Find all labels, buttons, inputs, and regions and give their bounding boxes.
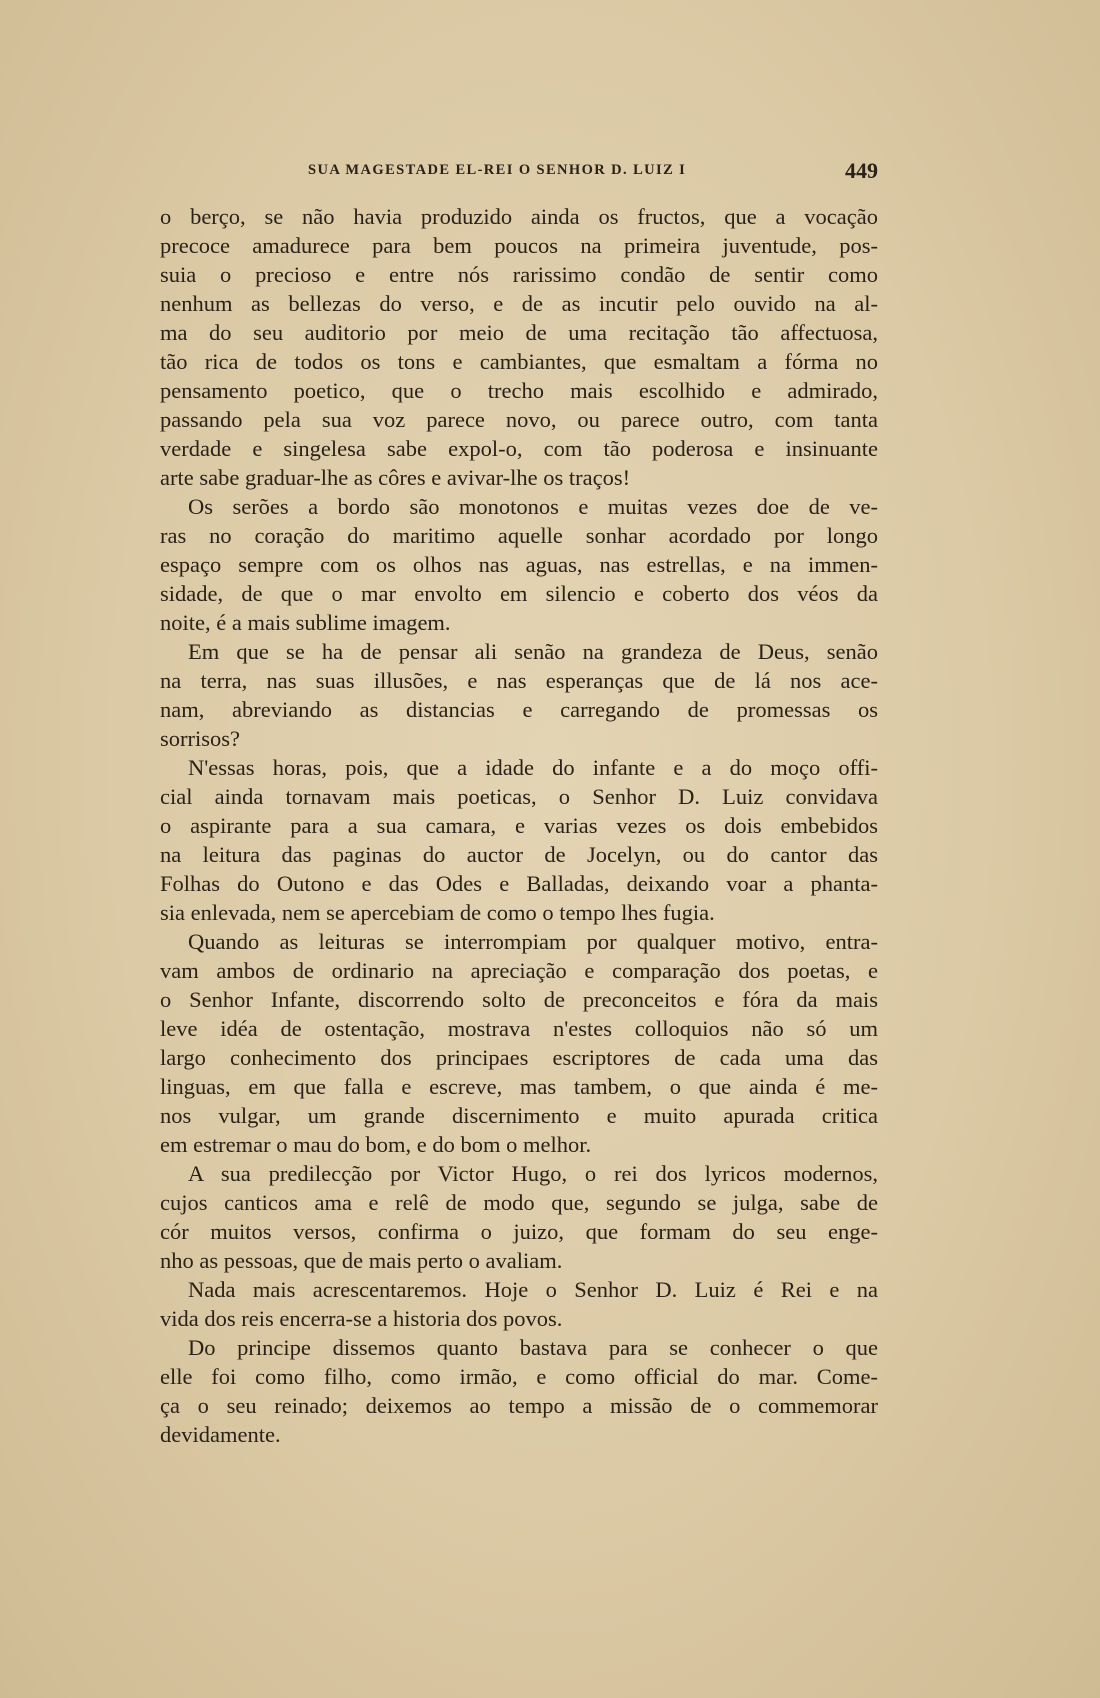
text-line: ma do seu auditorio por meio de uma recitação tão affectuosa, [160, 320, 878, 345]
text-line: o aspirante para a sua camara, e varias vezes os dois embebidos [160, 813, 878, 838]
text-line: Em que se ha de pensar ali senão na grandeza de Deus, senão [188, 639, 878, 664]
paragraph [160, 927, 878, 1159]
text-line: ça o seu reinado; deixemos ao tempo a missão de o commemorar [160, 1393, 878, 1418]
text-line: Folhas do Outono e das Odes e Balladas, deixando voar a phanta- [160, 871, 878, 896]
text-line: Do principe dissemos quanto bastava para se conhecer o que [188, 1335, 878, 1360]
text-line: tão rica de todos os tons e cambiantes, que esmaltam a fórma no [160, 349, 878, 374]
text-line: largo conhecimento dos principaes escriptores de cada uma das [160, 1045, 878, 1070]
text-line: A sua predilecção por Victor Hugo, o rei dos lyricos modernos, [188, 1161, 878, 1186]
text-line: cór muitos versos, confirma o juizo, que formam do seu enge- [160, 1219, 878, 1244]
text-line: ras no coração do maritimo aquelle sonhar acordado por longo [160, 523, 878, 548]
paragraph [160, 1275, 878, 1333]
text-line: cujos canticos ama e relê de modo que, segundo se julga, sabe de [160, 1190, 878, 1215]
text-line: nos vulgar, um grande discernimento e muito apurada critica [160, 1103, 878, 1128]
paragraph [160, 202, 878, 492]
text-line: Quando as leituras se interrompiam por qualquer motivo, entra- [188, 929, 878, 954]
paragraph [160, 492, 878, 637]
body-text [160, 202, 878, 1449]
text-line: sorrisos? [160, 726, 240, 751]
text-line: precoce amadurece para bem poucos na primeira juventude, pos- [160, 233, 878, 258]
text-line: na leitura das paginas do auctor de Jocelyn, ou do cantor das [160, 842, 878, 867]
text-line: suia o precioso e entre nós rarissimo condão de sentir como [160, 262, 878, 287]
paragraph [160, 1333, 878, 1449]
paragraph [160, 637, 878, 753]
text-line: Nada mais acrescentaremos. Hoje o Senhor D. Luiz é Rei e na [188, 1277, 878, 1302]
text-line: elle foi como filho, como irmão, e como official do mar. Come- [160, 1364, 878, 1389]
text-line: devidamente. [160, 1422, 281, 1447]
text-line: arte sabe graduar-lhe as côres e avivar-lhe os traços! [160, 465, 631, 490]
text-line: N'essas horas, pois, que a idade do infante e a do moço offi- [188, 755, 878, 780]
text-line: leve idéa de ostentação, mostrava n'estes colloquios não só um [160, 1016, 878, 1041]
running-title: SUA MAGESTADE EL-REI O SENHOR D. LUIZ I [308, 162, 687, 178]
paragraph [160, 1159, 878, 1275]
text-line: vam ambos de ordinario na apreciação e comparação dos poetas, e [160, 958, 878, 983]
text-line: sia enlevada, nem se apercebiam de como o tempo lhes fugia. [160, 900, 715, 925]
text-line: noite, é a mais sublime imagem. [160, 610, 451, 635]
text-line: pensamento poetico, que o trecho mais escolhido e admirado, [160, 378, 878, 403]
text-line: verdade e singelesa sabe expol-o, com tão poderosa e insinuante [160, 436, 878, 461]
text-line: sidade, de que o mar envolto em silencio e coberto dos véos da [160, 581, 878, 606]
page-header [160, 158, 878, 186]
text-line: espaço sempre com os olhos nas aguas, nas estrellas, e na immen- [160, 552, 878, 577]
text-line: na terra, nas suas illusões, e nas esperanças que de lá nos ace- [160, 668, 878, 693]
text-line: vida dos reis encerra-se a historia dos povos. [160, 1306, 563, 1331]
text-line: Os serões a bordo são monotonos e muitas vezes doe de ve- [188, 494, 878, 519]
text-line: passando pela sua voz parece novo, ou parece outro, com tanta [160, 407, 878, 432]
paragraph [160, 753, 878, 927]
page-number: 449 [845, 158, 878, 183]
text-line: nho as pessoas, que de mais perto o avaliam. [160, 1248, 563, 1273]
text-line: linguas, em que falla e escreve, mas tambem, o que ainda é me- [160, 1074, 878, 1099]
text-line: nenhum as bellezas do verso, e de as incutir pelo ouvido na al- [160, 291, 878, 316]
text-line: cial ainda tornavam mais poeticas, o Senhor D. Luiz convidava [160, 784, 878, 809]
text-line: em estremar o mau do bom, e do bom o melhor. [160, 1132, 592, 1157]
text-line: o Senhor Infante, discorrendo solto de preconceitos e fóra da mais [160, 987, 878, 1012]
text-line: nam, abreviando as distancias e carregando de promessas os [160, 697, 878, 722]
text-line: o berço, se não havia produzido ainda os fructos, que a vocação [160, 204, 878, 229]
